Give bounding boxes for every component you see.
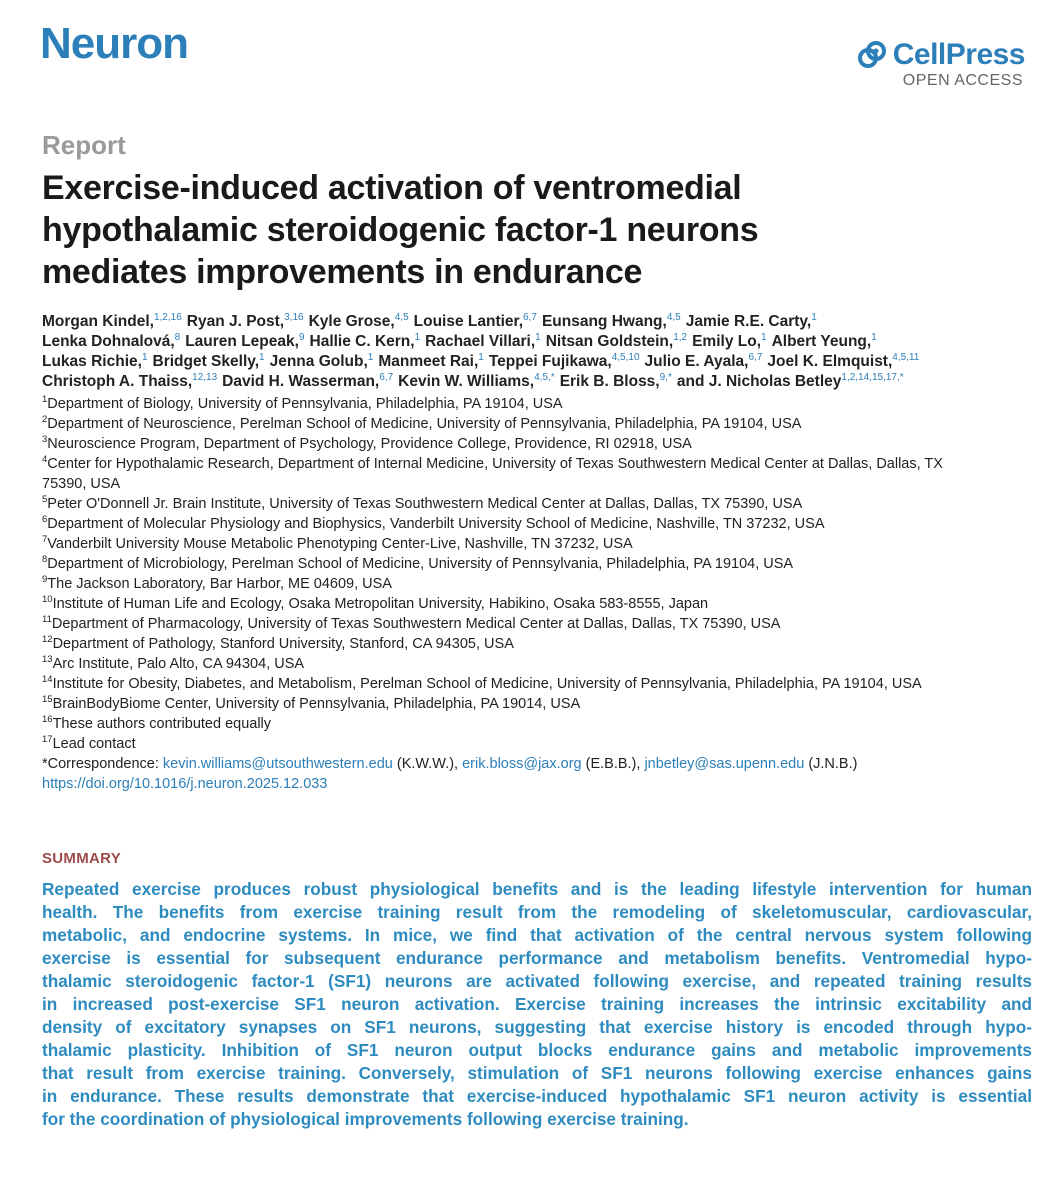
email-link-kww[interactable]: kevin.williams@utsouthwestern.edu (162, 756, 393, 772)
affiliation-text: Department of Molecular Physiology and Biophysics, Vanderbilt University School of Medicine, Nashville, TN 37232, USA (47, 516, 825, 532)
affiliation-number: 9 (42, 574, 48, 586)
affiliation-continued: 75390, USA (42, 476, 121, 492)
author-name: Hallie C. Kern, (309, 333, 415, 350)
summary-line: that result from exercise training. Conversely, stimulation of SF1 neurons following exercise enhances gains (42, 1063, 1032, 1083)
author-list (42, 312, 1042, 392)
correspondence (42, 754, 1042, 774)
affiliation-number: 10 (42, 594, 53, 606)
author-name: Nitsan Goldstein, (545, 333, 674, 350)
author-affiliation-marks: 3,16 (284, 311, 304, 323)
author-affiliation-marks: 1 (535, 331, 541, 343)
affiliation-number: 7 (42, 534, 48, 546)
author-name: Christoph A. Thaiss, (42, 373, 193, 390)
summary-line: exercise is essential for subsequent endurance performance and metabolism benefits. Ventromedial hypo- (42, 948, 1032, 968)
affiliation-number: 13 (42, 654, 53, 666)
affiliation (42, 514, 1042, 534)
affiliation (42, 434, 1042, 454)
affiliation (42, 634, 1042, 654)
author-affiliation-marks: 1 (259, 351, 265, 363)
title-line: Exercise-induced activation of ventromedial (42, 169, 742, 207)
author (692, 333, 766, 350)
author-name: Lukas Richie, (42, 353, 142, 370)
summary-line: metabolic, and endocrine systems. In mice, we find that activation of the central nervous system following (42, 925, 1032, 945)
affiliation (42, 454, 1042, 474)
affiliation-text: The Jackson Laboratory, Bar Harbor, ME 04609, USA (47, 576, 392, 592)
summary-line: for the coordination of physiological improvements following exercise training. (42, 1109, 689, 1129)
author-name: Lenka Dohnalová, (42, 333, 175, 350)
author (398, 373, 555, 390)
author-name: Bridget Skelly, (152, 353, 260, 370)
title-line: hypothalamic steroidogenic factor-1 neurons (42, 211, 759, 249)
affiliation-text: Institute of Human Life and Ecology, Osaka Metropolitan University, Habikino, Osaka 583-8555, Japan (52, 596, 709, 612)
affiliation (42, 534, 1042, 554)
author-name: Teppei Fujikawa, (488, 353, 612, 370)
article-title (42, 167, 1002, 293)
author-name: Jenna Golub, (269, 353, 368, 370)
author-affiliation-marks: 4,5 (666, 311, 681, 323)
cellpress-icon (857, 40, 887, 70)
affiliation (42, 734, 1042, 754)
affiliation (42, 614, 1042, 634)
author-affiliation-marks: 1,2,16 (153, 311, 182, 323)
author (309, 313, 409, 330)
summary-line: thalamic steroidogenic factor-1 (SF1) neurons are activated following exercise, and repeated training results (42, 971, 1032, 991)
affiliation-text: Neuroscience Program, Department of Psychology, Providence College, Providence, RI 02918, USA (47, 436, 692, 452)
author-affiliation-marks: 1 (367, 351, 374, 363)
email-initials: (E.B.B.), (585, 756, 641, 772)
open-access-label: OPEN ACCESS (902, 72, 1023, 89)
author (546, 333, 687, 350)
affiliation-text: Department of Neuroscience, Perelman School of Medicine, University of Pennsylvania, Philadelphia, PA 19104, USA (47, 416, 802, 432)
affiliation (42, 574, 1042, 594)
author-affiliation-marks: 6,7 (748, 351, 763, 363)
affiliation-text: Department of Microbiology, Perelman School of Medicine, University of Pennsylvania, Philadelphia, PA 19104, USA (47, 556, 794, 572)
affiliation-text: Vanderbilt University Mouse Metabolic Phenotyping Center-Live, Nashville, TN 37232, USA (47, 536, 633, 552)
author-name: Ryan J. Post, (186, 313, 285, 330)
author-name: Lauren Lepeak, (185, 333, 299, 350)
author-line (42, 312, 1042, 332)
author (187, 313, 304, 330)
email-initials: (J.N.B.) (808, 756, 858, 772)
author-name: Morgan Kindel, (42, 313, 154, 330)
cellpress-logo (857, 38, 1025, 72)
affiliation (42, 414, 1042, 434)
author (542, 313, 681, 330)
author-affiliation-marks: 12,13 (192, 371, 218, 383)
author-name: Louise Lantier, (413, 313, 524, 330)
author (686, 313, 817, 330)
author-affiliation-marks: 4,5,* (534, 371, 555, 383)
affiliation-text: Peter O'Donnell Jr. Brain Institute, University of Texas Southwestern Medical Center at Dallas, Dallas, TX 75390, USA (47, 496, 803, 512)
author (425, 333, 541, 350)
author-affiliation-marks: 4,5,11 (892, 351, 920, 363)
author-name: Kyle Grose, (308, 313, 395, 330)
author-name: Erik B. Bloss, (559, 373, 660, 390)
affiliation-text: BrainBodyBiome Center, University of Pennsylvania, Philadelphia, PA 19014, USA (52, 696, 581, 712)
author (310, 333, 421, 350)
author-name: Joel K. Elmquist, (767, 353, 893, 370)
affiliation-number: 8 (42, 554, 48, 566)
author-affiliation-marks: 1,2 (673, 331, 688, 343)
affiliation-text: Department of Biology, University of Pennsylvania, Philadelphia, PA 19104, USA (47, 396, 563, 412)
affiliation-block (42, 394, 1042, 794)
author-affiliation-marks: 1 (478, 351, 484, 363)
author (489, 353, 640, 370)
author-name: Kevin W. Williams, (398, 373, 535, 390)
author (767, 353, 919, 370)
author-line (42, 332, 1042, 352)
affiliation (42, 394, 1042, 414)
affiliation-text: These authors contributed equally (52, 716, 272, 732)
author-name: Manmeet Rai, (378, 353, 479, 370)
affiliation-number: 17 (42, 734, 53, 746)
affiliation-text: Department of Pharmacology, University of Texas Southwestern Medical Center at Dallas, Dallas, TX 75390, USA (51, 616, 781, 632)
affiliation-number: 14 (42, 674, 53, 686)
author (560, 373, 672, 390)
author (270, 353, 374, 370)
email-link-jnb[interactable]: jnbetley@sas.upenn.edu (644, 756, 805, 772)
author-affiliation-marks: 6,7 (379, 371, 394, 383)
author-affiliation-marks: 1 (761, 331, 767, 343)
author-affiliation-marks: 9,* (659, 371, 672, 383)
author (378, 353, 483, 370)
affiliation-number: 2 (42, 414, 48, 426)
affiliation-text: Lead contact (52, 736, 136, 752)
author-name: Jamie R.E. Carty, (685, 313, 812, 330)
author-affiliation-marks: 4,5,10 (611, 351, 640, 363)
author (153, 353, 265, 370)
summary-heading: SUMMARY (42, 850, 122, 867)
title-line: mediates improvements in endurance (42, 253, 643, 291)
author-affiliation-marks: 1 (141, 351, 148, 363)
affiliation-text: Institute for Obesity, Diabetes, and Metabolism, Perelman School of Medicine, University of Pennsylvania, Philadelphia, PA 19104, USA (52, 676, 922, 692)
author-affiliation-marks: 6,7 (523, 311, 537, 323)
summary-line: density of excitatory synapses on SF1 neurons, suggesting that exercise history is encoded through hypo- (42, 1017, 1032, 1037)
author-line (42, 352, 1042, 372)
author (42, 353, 148, 370)
affiliation (42, 674, 1042, 694)
journal-title: Neuron (40, 19, 188, 68)
summary-line: in increased post-exercise SF1 neuron activation. Exercise training increases the intrinsic excitability and (42, 994, 1032, 1014)
publisher-name: CellPress (892, 38, 1025, 71)
affiliation-number: 12 (42, 634, 53, 646)
affiliation-number: 5 (42, 494, 48, 506)
affiliation-number: 1 (42, 394, 48, 406)
author (42, 333, 180, 350)
affiliation-text: Arc Institute, Palo Alto, CA 94304, USA (52, 656, 305, 672)
author-affiliation-marks: 1 (811, 311, 817, 323)
affiliation (42, 654, 1042, 674)
author (42, 373, 217, 390)
author-name: and J. Nicholas Betley (676, 373, 842, 390)
author-name: Eunsang Hwang, (541, 313, 667, 330)
email-initials: (K.W.W.), (396, 756, 459, 772)
affiliation-number: 11 (42, 614, 52, 626)
affiliation-number: 6 (42, 514, 48, 526)
author-name: Emily Lo, (692, 333, 761, 350)
author (42, 313, 182, 330)
summary-line: health. The benefits from exercise training result from the remodeling of skeletomuscular, cardiovascular, (42, 902, 1032, 922)
author-name: David H. Wasserman, (222, 373, 380, 390)
email-link-ebb[interactable]: erik.bloss@jax.org (462, 756, 582, 772)
author-line (42, 372, 1042, 392)
author-affiliation-marks: 1 (414, 331, 421, 343)
author-affiliation-marks: 4,5 (394, 311, 409, 323)
summary-line: thalamic plasticity. Inhibition of SF1 neuron output blocks endurance gains and metabolic improvements (42, 1040, 1032, 1060)
article-type: Report (42, 130, 126, 160)
author (677, 373, 904, 390)
affiliation-number: 15 (42, 694, 53, 706)
author-affiliation-marks: 8 (174, 331, 181, 343)
affiliation (42, 694, 1042, 714)
author-affiliation-marks: 1,2,14,15,17,* (841, 371, 904, 383)
publisher-block (825, 38, 1025, 94)
author-name: Albert Yeung, (771, 333, 872, 350)
author-affiliation-marks: 1 (871, 331, 877, 343)
affiliation-list (42, 394, 1042, 754)
author (414, 313, 537, 330)
summary-text (42, 878, 1032, 1131)
author (772, 333, 877, 350)
affiliation (42, 714, 1042, 734)
doi-link[interactable]: https://doi.org/10.1016/j.neuron.2025.12.033 (42, 776, 328, 792)
affiliation-number: 16 (42, 714, 53, 726)
author-name: Rachael Villari, (425, 333, 536, 350)
affiliation (42, 594, 1042, 614)
summary-line: in endurance. These results demonstrate that exercise-induced hypothalamic SF1 neuron activity is essential (42, 1086, 1032, 1106)
author (222, 373, 393, 390)
affiliation-text: Department of Pathology, Stanford University, Stanford, CA 94305, USA (52, 636, 514, 652)
affiliation (42, 494, 1042, 514)
author-affiliation-marks: 9 (298, 331, 305, 343)
affiliation-number: 4 (42, 454, 48, 466)
author-name: Julio E. Ayala, (644, 353, 749, 370)
correspondence-label: *Correspondence: (42, 756, 159, 772)
author (185, 333, 304, 350)
affiliation-text: Center for Hypothalamic Research, Department of Internal Medicine, University of Texas Southwestern Medical Center at Dallas, Dallas, TX (47, 456, 943, 472)
affiliation (42, 554, 1042, 574)
affiliation-number: 3 (42, 434, 48, 446)
summary-line: Repeated exercise produces robust physiological benefits and is the leading lifestyle intervention for human (42, 879, 1032, 899)
author (645, 353, 763, 370)
